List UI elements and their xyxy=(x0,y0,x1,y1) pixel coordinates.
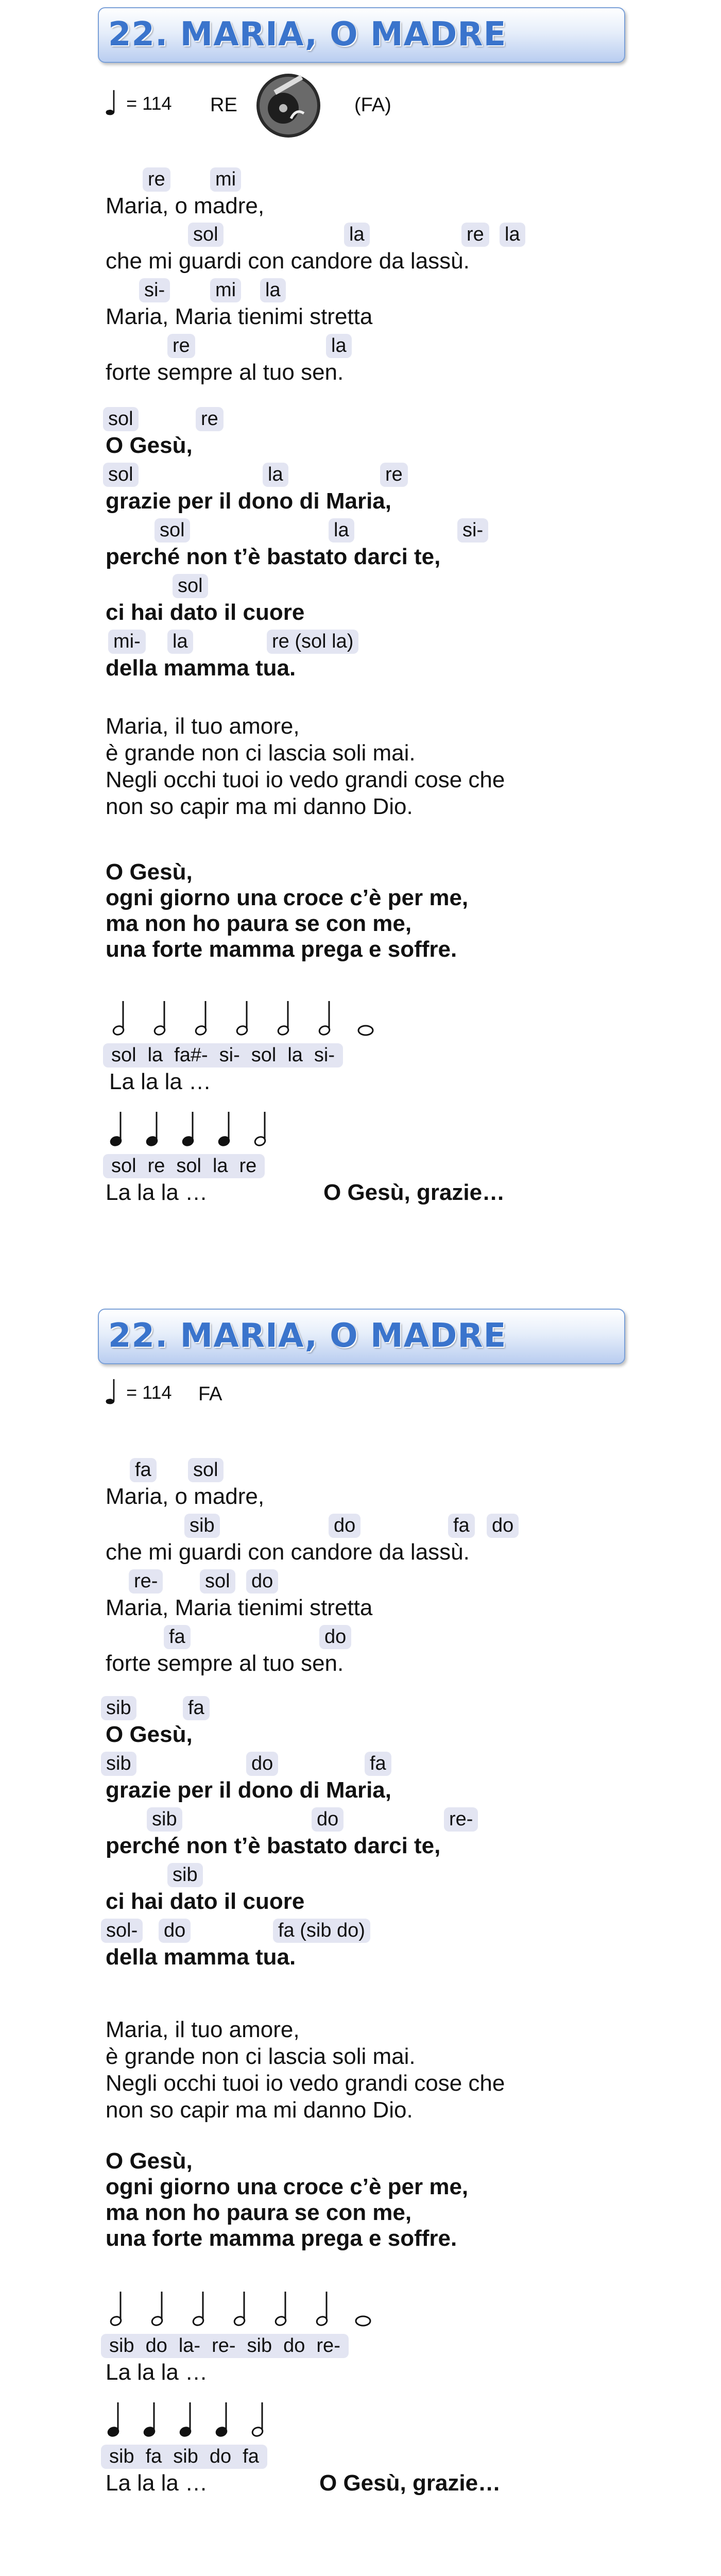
chord: sib xyxy=(101,1696,136,1720)
chord-line xyxy=(0,518,721,547)
lyric-line: che mi guardi con candore da lassù. xyxy=(106,1539,470,1565)
quarter-note-icon: ♩ xyxy=(103,83,119,123)
song-title: 22. MARIA, O MADRE xyxy=(108,15,507,54)
ending-line: O Gesù, grazie… xyxy=(323,1180,505,1205)
chord-line xyxy=(0,167,721,196)
chord-line xyxy=(0,1514,721,1543)
lyric-line: La la la … xyxy=(106,2470,208,2496)
lyric-line: Negli occhi tuoi io vedo grandi cose che xyxy=(106,2071,505,2096)
chord: si- xyxy=(219,1044,240,1066)
chord: do xyxy=(246,1569,278,1594)
chord: la xyxy=(287,1044,303,1066)
lyric-line: una forte mamma prega e soffre. xyxy=(106,937,457,962)
lyric-line: O Gesù, xyxy=(106,2148,193,2174)
lyric-line: non so capir ma mi danno Dio. xyxy=(106,2097,413,2123)
lyric-line: ogni giorno una croce c’è per me, xyxy=(106,2174,469,2199)
chord-syllables xyxy=(103,1043,343,1067)
chord: re xyxy=(147,1155,165,1177)
chord: sol xyxy=(176,1155,201,1177)
tempo-marking xyxy=(103,83,172,123)
chord: la xyxy=(344,223,370,247)
quarter-note-icon: ♩ xyxy=(103,1372,119,1412)
chord: fa xyxy=(145,2446,162,2467)
chord: la xyxy=(329,518,354,543)
chord: si- xyxy=(457,518,488,543)
alt-key-label: (FA) xyxy=(354,94,391,116)
chord: sib xyxy=(184,1514,220,1538)
chord: do xyxy=(209,2446,232,2467)
chord: re xyxy=(239,1155,257,1177)
quarter-notes-icon xyxy=(106,1108,291,1149)
chord: sol xyxy=(200,1569,235,1594)
lyric-line: perché non t’è bastato darci te, xyxy=(106,1833,441,1858)
lyric-line: è grande non ci lascia soli mai. xyxy=(106,2044,416,2069)
chord: sol xyxy=(188,1458,224,1482)
chord-line xyxy=(0,334,721,363)
chord-line xyxy=(0,1569,721,1598)
lyric-line: O Gesù, xyxy=(106,433,193,458)
chord: do xyxy=(312,1807,344,1832)
chord: la xyxy=(500,223,525,247)
chord: re xyxy=(143,167,170,192)
chord: sol xyxy=(173,574,208,598)
chord-line xyxy=(0,1752,721,1781)
chord: mi- xyxy=(108,630,146,654)
lyric-line: ci hai dato il cuore xyxy=(106,1889,305,1914)
chord-line xyxy=(0,574,721,603)
chord: sol xyxy=(188,223,224,247)
chord: sol- xyxy=(101,1919,143,1943)
chord: fa xyxy=(448,1514,475,1538)
chord: sib xyxy=(109,2446,134,2467)
chord-line xyxy=(0,278,721,307)
chord-line xyxy=(0,1863,721,1892)
lyric-line: una forte mamma prega e soffre. xyxy=(106,2226,457,2251)
chord: re xyxy=(196,407,224,431)
tempo-value: = 114 xyxy=(126,1382,172,1403)
lyric-line: Maria, il tuo amore, xyxy=(106,2017,300,2042)
chord: si- xyxy=(314,1044,335,1066)
chord: fa xyxy=(243,2446,259,2467)
lyric-line: ma non ho paura se con me, xyxy=(106,2200,412,2225)
lyric-line: forte sempre al tuo sen. xyxy=(106,1651,344,1676)
lyric-line: ma non ho paura se con me, xyxy=(106,911,412,936)
song-title-bar xyxy=(98,1309,625,1364)
chord: sib xyxy=(173,2446,198,2467)
chord: sib xyxy=(101,1752,136,1776)
chord: do xyxy=(159,1919,191,1943)
lyric-line: Maria, o madre, xyxy=(106,1484,265,1509)
lyric-line: O Gesù, xyxy=(106,1722,193,1747)
chord: do xyxy=(487,1514,519,1538)
chord-line xyxy=(0,1696,721,1725)
lyric-line: non so capir ma mi danno Dio. xyxy=(106,794,413,819)
quarter-notes-icon xyxy=(103,2398,288,2439)
chord: la xyxy=(147,1044,163,1066)
chord: do xyxy=(246,1752,278,1776)
chord: re (sol la) xyxy=(267,630,358,654)
half-notes-icon xyxy=(108,997,397,1038)
lyric-line: che mi guardi con candore da lassù. xyxy=(106,248,470,274)
lyric-line: grazie per il dono di Maria, xyxy=(106,488,391,514)
lyric-line: ci hai dato il cuore xyxy=(106,600,305,625)
chord-line xyxy=(0,1625,721,1654)
lyric-line: La la la … xyxy=(109,1069,212,1094)
chord-line xyxy=(0,1458,721,1487)
chord: fa xyxy=(164,1625,191,1649)
chord-syllables xyxy=(103,1154,265,1178)
chord: sol xyxy=(103,463,139,487)
chord: sib xyxy=(147,1807,182,1832)
chord: la xyxy=(326,334,352,358)
chord-line xyxy=(0,463,721,492)
chord: sib xyxy=(247,2335,272,2357)
chord: fa xyxy=(130,1458,157,1482)
lyric-line: Negli occhi tuoi io vedo grandi cose che xyxy=(106,767,505,792)
tempo-marking xyxy=(103,1372,172,1412)
lyric-line: forte sempre al tuo sen. xyxy=(106,360,344,385)
chord-line xyxy=(0,407,721,436)
chord: do xyxy=(319,1625,351,1649)
chord-syllables xyxy=(101,2334,349,2358)
chord: re- xyxy=(316,2335,340,2357)
chord-syllables xyxy=(101,2445,267,2469)
ending-line: O Gesù, grazie… xyxy=(319,2470,501,2496)
chord: la xyxy=(263,463,288,487)
chord: re- xyxy=(444,1807,478,1832)
chord: la- xyxy=(178,2335,201,2357)
chord: re xyxy=(167,334,195,358)
chord: sol xyxy=(251,1044,277,1066)
song-title: 22. MARIA, O MADRE xyxy=(108,1317,507,1355)
lyric-line: Maria, Maria tienimi stretta xyxy=(106,1595,373,1620)
chord: do xyxy=(145,2335,167,2357)
chord: re- xyxy=(129,1569,163,1594)
lyric-line: della mamma tua. xyxy=(106,655,296,681)
lyric-line: La la la … xyxy=(106,1180,208,1205)
lyric-line: Maria, o madre, xyxy=(106,193,265,218)
lyric-line: La la la … xyxy=(106,2360,208,2385)
chord-line xyxy=(0,1807,721,1836)
key-label: RE xyxy=(210,94,237,116)
lyric-line: ogni giorno una croce c’è per me, xyxy=(106,885,469,910)
lyric-line: è grande non ci lascia soli mai. xyxy=(106,740,416,766)
chord: sib xyxy=(167,1863,203,1887)
chord: la xyxy=(212,1155,228,1177)
half-notes-icon xyxy=(106,2287,394,2329)
chord: sol xyxy=(111,1044,136,1066)
chord: si- xyxy=(139,278,170,302)
lyric-line: Maria, il tuo amore, xyxy=(106,714,300,739)
key-label: FA xyxy=(198,1383,222,1405)
chord: sib xyxy=(109,2335,134,2357)
chord: mi xyxy=(210,167,241,192)
chord: sol xyxy=(111,1155,136,1177)
lyric-line: della mamma tua. xyxy=(106,1944,296,1970)
chord: sol xyxy=(154,518,190,543)
chord: la xyxy=(260,278,286,302)
guitar-badge-icon xyxy=(255,72,322,139)
chord: re- xyxy=(212,2335,236,2357)
chord-line xyxy=(0,630,721,658)
chord: do xyxy=(283,2335,305,2357)
chord: do xyxy=(329,1514,360,1538)
chord: sol xyxy=(103,407,139,431)
chord-line xyxy=(0,1919,721,1947)
lyric-line: O Gesù, xyxy=(106,859,193,885)
chord: mi xyxy=(210,278,241,302)
chord: re xyxy=(380,463,408,487)
song-title-bar xyxy=(98,7,625,63)
lyric-line: grazie per il dono di Maria, xyxy=(106,1777,391,1803)
lyric-line: Maria, Maria tienimi stretta xyxy=(106,304,373,329)
chord-line xyxy=(0,223,721,251)
chord: fa#- xyxy=(174,1044,208,1066)
chord: fa xyxy=(183,1696,210,1720)
chord: re xyxy=(461,223,489,247)
chord: fa (sib do) xyxy=(273,1919,370,1943)
tempo-value: = 114 xyxy=(126,93,172,114)
chord: fa xyxy=(365,1752,391,1776)
lyric-line: perché non t’è bastato darci te, xyxy=(106,544,441,569)
chord: la xyxy=(167,630,193,654)
